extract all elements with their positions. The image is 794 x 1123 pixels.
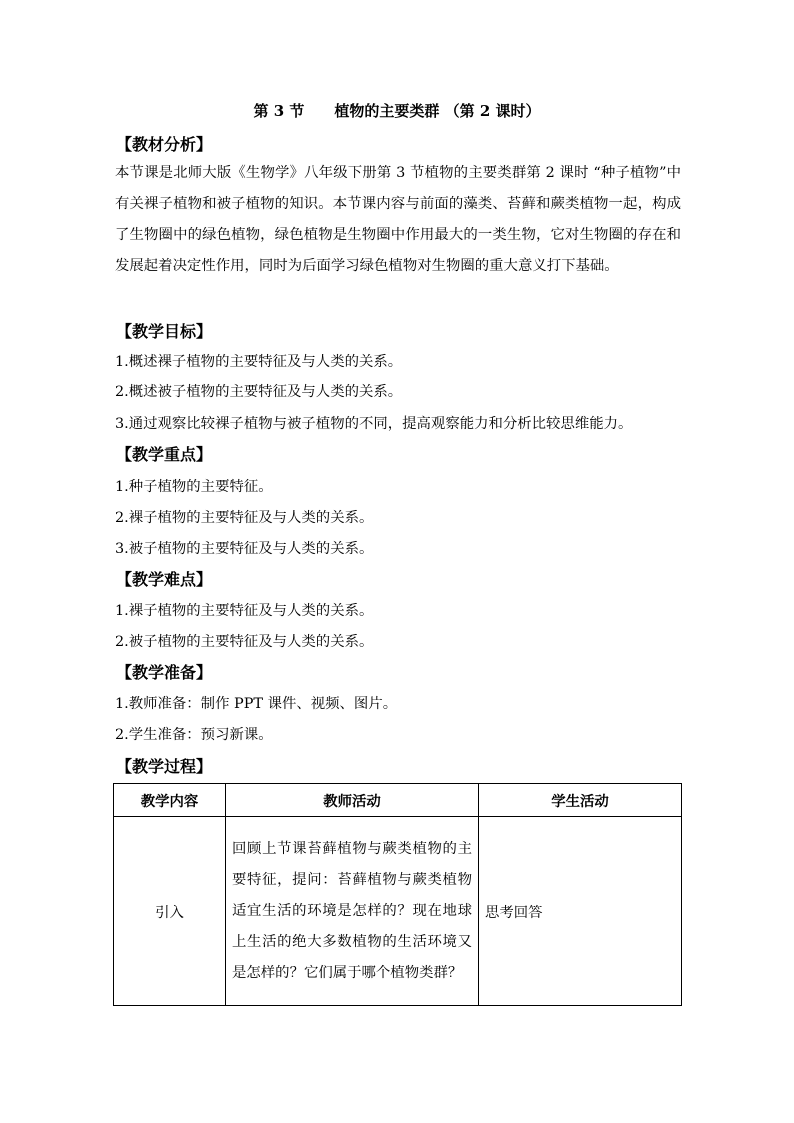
table-row [114,817,682,1006]
difficulty-item: 2.被子植物的主要特征及与人类的关系。 [115,634,374,650]
key-point-item: 1.种子植物的主要特征。 [115,479,273,495]
table-header-row [114,784,682,817]
analysis-heading: 【教材分析】 [116,135,213,154]
process-table [113,783,682,1006]
column-header-content: 教学内容 [114,784,226,817]
cell-student-activity: 思考回答 [479,817,682,1006]
cell-content: 引入 [114,817,226,1006]
objective-item: 3.通过观察比较裸子植物与被子植物的不同，提高观察能力和分析比较思维能力。 [115,416,633,432]
objective-item: 1.概述裸子植物的主要特征及与人类的关系。 [115,354,403,370]
key-point-item: 3.被子植物的主要特征及与人类的关系。 [115,541,374,557]
key-point-item: 2.裸子植物的主要特征及与人类的关系。 [115,510,374,526]
cell-teacher-activity: 回顾上节课苔藓植物与蕨类植物的主要特征，提问：苔藓植物与蕨类植物适宜生活的环境是怎样的？现在地球上生活的绝大多数植物的生活环境又是怎样的？它们属于哪个植物类群？ [226,817,479,1006]
difficulty-item: 1.裸子植物的主要特征及与人类的关系。 [115,603,374,619]
key-points-heading: 【教学重点】 [116,445,213,464]
page-title: 第 3 节 植物的主要类群 （第 2 课时） [253,102,541,120]
difficulties-heading: 【教学难点】 [116,570,213,589]
preparation-heading: 【教学准备】 [116,663,213,682]
process-heading: 【教学过程】 [116,757,213,776]
preparation-item: 2.学生准备：预习新课。 [115,727,273,743]
preparation-item: 1.教师准备：制作 PPT 课件、视频、图片。 [115,696,398,712]
column-header-student: 学生活动 [479,784,682,817]
objectives-heading: 【教学目标】 [116,322,213,341]
column-header-teacher: 教师活动 [226,784,479,817]
analysis-text: 本节课是北师大版《生物学》八年级下册第 3 节植物的主要类群第 2 课时 “种子植物”中有关裸子植物和被子植物的知识。本节课内容与前面的藻类、苔藓和蕨类植物一起，构成了生物圈中的绿色植物，绿色植物是生物圈中作用最大的一类生物，它对生物圈的存在和发展起着决定性作用，同时为后面学习绿色植物对生物圈的重大意义打下基础。 [115,165,681,274]
objective-item: 2.概述被子植物的主要特征及与人类的关系。 [115,384,403,400]
